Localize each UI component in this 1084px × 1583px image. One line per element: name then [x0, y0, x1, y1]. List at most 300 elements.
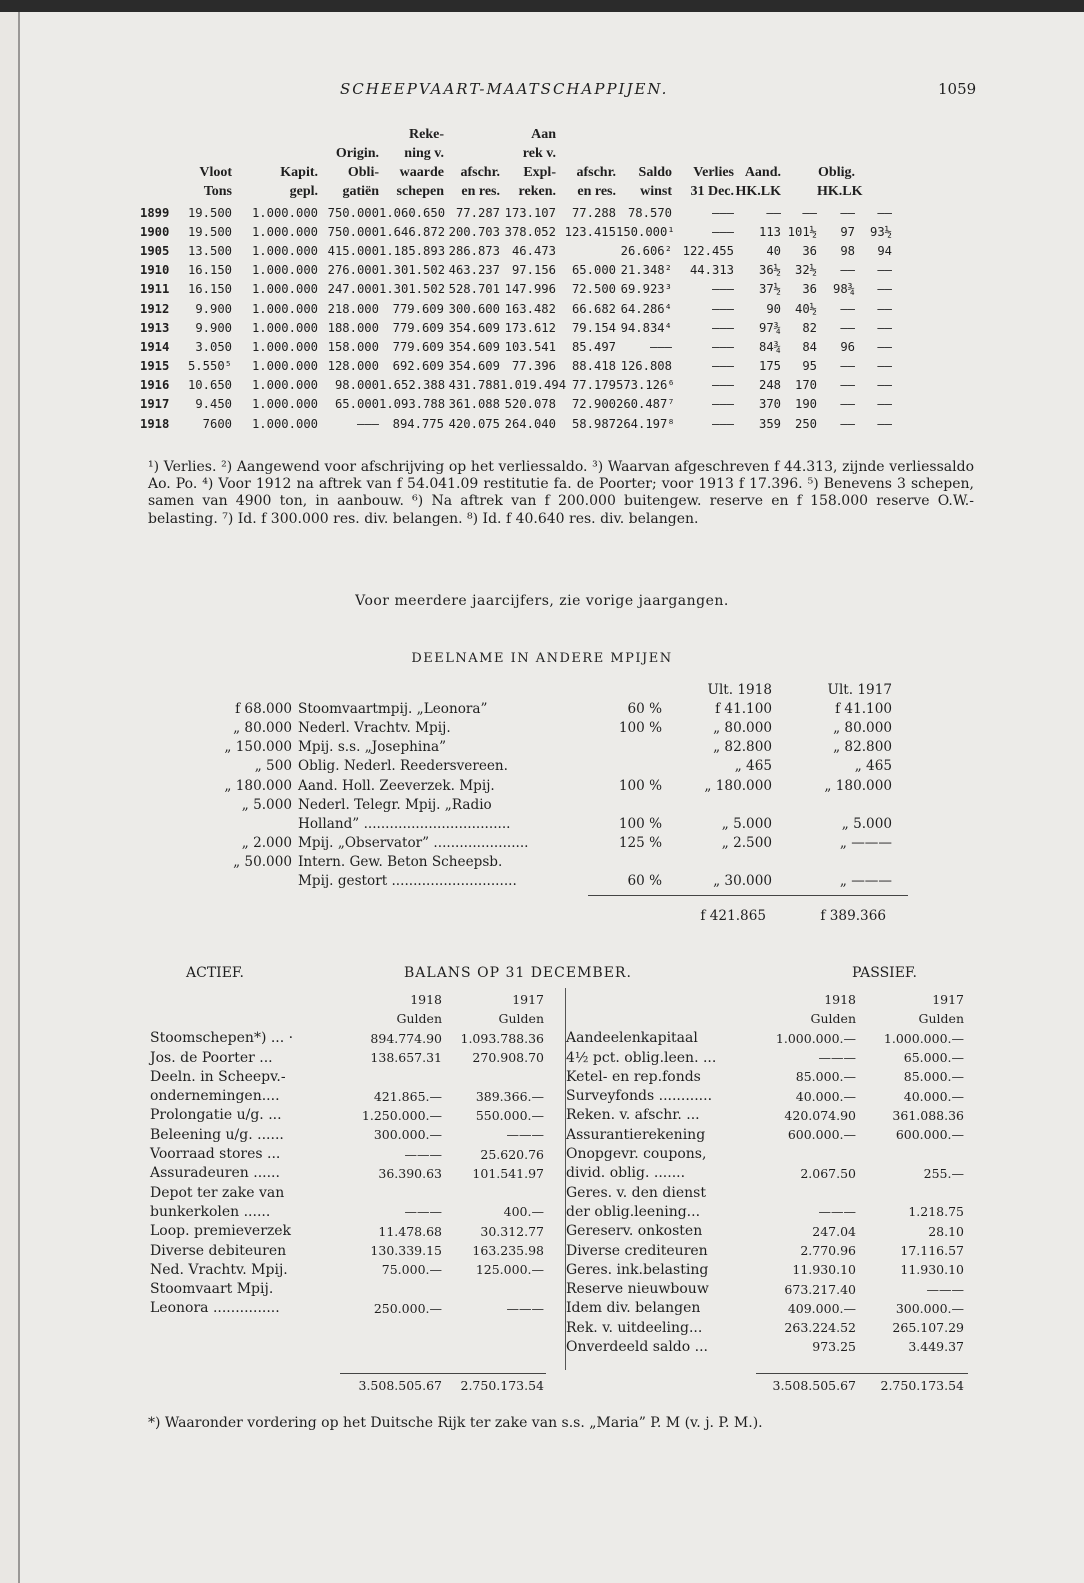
fleet-cell: 77.179: [571, 378, 616, 393]
deelname-row: [196, 853, 916, 872]
fleet-year: 1912: [140, 301, 170, 316]
passief-row: [566, 1260, 968, 1279]
passief-total-1917: 2.750.173.54: [880, 1378, 964, 1394]
balance-item-label: Reken. v. afschr. ...: [566, 1107, 700, 1124]
balance-item-label: divid. oblig. .......: [566, 1165, 686, 1182]
fleet-cell: 528.701: [448, 282, 500, 297]
passief-row: [566, 1222, 968, 1241]
deelname-row: [196, 814, 916, 833]
fleet-cell: 96: [840, 339, 855, 354]
fleet-cell: 98: [840, 243, 855, 258]
balance-item-value: 65.000.—: [903, 1050, 964, 1066]
fleet-cell: 894.775: [392, 416, 444, 431]
balance-item-value: 1.218.75: [908, 1204, 964, 1220]
balance-item-label: Beleening u/g. ......: [150, 1126, 284, 1143]
balance-item-label: Surveyfonds ............: [566, 1088, 713, 1105]
balance-item-label: Gereserv. onkosten: [566, 1223, 703, 1240]
balance-item-value: 2.770.96: [800, 1243, 856, 1258]
fleet-cell: 85.497: [571, 339, 616, 354]
fleet-cell: 72.500: [571, 282, 616, 297]
fleet-row: [140, 280, 970, 299]
balance-item-value: 600.000.—: [787, 1127, 856, 1143]
deelname-cell: „ 30.000: [713, 873, 772, 890]
passief-row: [566, 1106, 968, 1125]
fleet-cell: 82: [802, 320, 817, 335]
balance-item-value: 250.000.—: [373, 1300, 442, 1316]
fleet-cell: 1.000.000: [251, 339, 318, 354]
balance-item-value: ———: [818, 1050, 856, 1066]
balance-footnote: *) Waaronder vordering op het Duitsche Rijk ter zake van s.s. „Maria” P. M (v. j. P. M.).: [148, 1415, 763, 1431]
fleet-cell: 97.156: [511, 263, 556, 278]
fleet-cell: 66.682: [571, 301, 616, 316]
balance-item-value: 600.000.—: [895, 1127, 964, 1143]
deelname-cell: „ ———: [839, 873, 892, 890]
fleet-cell: 40½: [794, 301, 817, 316]
fleet-cell: 78.570: [627, 205, 672, 220]
fleet-row: [140, 395, 970, 414]
fleet-cell: 359: [758, 416, 781, 431]
deelname-cell: „ 82.800: [713, 739, 772, 756]
fleet-row: [140, 299, 970, 318]
fleet-header-cell: winst: [640, 184, 672, 199]
balance-item-value: 1.250.000.—: [361, 1107, 442, 1123]
fleet-cell: 84¾: [758, 339, 781, 354]
fleet-cell: 101½: [787, 224, 817, 239]
fleet-cell: ——: [877, 359, 892, 374]
passief-row: [566, 1183, 968, 1202]
fleet-header-cell: Reke-: [409, 127, 444, 142]
balance-item-label: Prolongatie u/g. ...: [150, 1107, 282, 1124]
fleet-cell: 354.609: [448, 320, 500, 335]
deelname-row: [196, 738, 916, 757]
passief-row: [566, 1337, 968, 1356]
balance-item-value: 125.000.—: [475, 1262, 544, 1278]
actief-row: [150, 1260, 550, 1279]
deelname-cell: Oblig. Nederl. Reedersvereen.: [298, 758, 508, 775]
deelname-title: DEELNAME IN ANDERE MPIJEN: [411, 651, 673, 666]
deelname-cell: f 41.100: [715, 700, 772, 717]
fleet-cell: ———: [356, 416, 379, 431]
fleet-cell: ——: [840, 397, 855, 412]
deelname-cell: 100 %: [618, 815, 662, 832]
balance-item-label: Idem div. belangen: [566, 1300, 701, 1317]
balance-item-value: 263.224.52: [784, 1320, 856, 1336]
page-title: SCHEEPVAART-MAATSCHAPPIJEN.: [340, 80, 669, 98]
page-number: 1059: [938, 80, 977, 98]
balance-item-value: 300.000.—: [373, 1127, 442, 1143]
fleet-header-cell: rek v.: [522, 146, 556, 161]
actief-row: [150, 1125, 550, 1144]
fleet-header-cell: en res.: [461, 184, 500, 199]
fleet-cell: 779.609: [392, 320, 444, 335]
passief-total-1918: 3.508.505.67: [772, 1378, 856, 1394]
fleet-cell: 13.500: [187, 243, 232, 258]
fleet-header-cell: [444, 146, 500, 165]
fleet-header-cell: [174, 127, 232, 146]
balance-item-label: Assuradeuren ......: [150, 1165, 280, 1182]
fleet-cell: ——: [840, 359, 855, 374]
fleet-cell: 173.612: [504, 320, 556, 335]
fleet-cell: 21.348²: [620, 263, 672, 278]
balance-item-label: Jos. de Poorter ...: [150, 1049, 273, 1066]
fleet-cell: 9.900: [195, 320, 232, 335]
deelname-cell: „ 5.000: [841, 815, 892, 832]
deelname-table: [196, 680, 916, 891]
deelname-cell: Holland” ..................................: [298, 815, 511, 832]
fleet-cell: 122.455: [682, 243, 734, 258]
deelname-cell: „ 80.000: [233, 719, 292, 736]
actief-unit-1917: Gulden: [498, 1011, 544, 1027]
balance-item-value: 11.478.68: [378, 1223, 442, 1239]
deelname-total-1917: f 389.366: [820, 907, 886, 924]
balance-item-value: 973.25: [812, 1339, 856, 1355]
deelname-cell: Stoomvaartmpij. „Leonora”: [298, 700, 488, 717]
actief-year-1917: 1917: [512, 992, 544, 1008]
fleet-header-cell: Origin.: [335, 146, 379, 161]
balance-item-value: 3.449.37: [908, 1339, 964, 1355]
fleet-cell: 94.834⁴: [620, 320, 672, 335]
balance-item-value: 389.366.—: [475, 1088, 544, 1104]
actief-row: [150, 1222, 550, 1241]
deelname-cell: „ ———: [839, 835, 892, 852]
balance-item-value: 36.390.63: [378, 1165, 442, 1181]
fleet-header-cell: [140, 165, 174, 184]
fleet-header-cell: HK.LK: [735, 184, 781, 199]
fleet-header-cell: ning v.: [404, 146, 444, 161]
fleet-cell: 36: [802, 282, 817, 297]
fleet-cell: 65.000: [334, 397, 379, 412]
fleet-cell: 250: [794, 416, 817, 431]
fleet-cell: ——: [877, 320, 892, 335]
deelname-cell: „ 180.000: [824, 777, 892, 794]
fleet-cell: 84: [802, 339, 817, 354]
fleet-cell: 1.000.000: [251, 263, 318, 278]
fleet-year: 1918: [140, 416, 170, 431]
fleet-cell: ——: [877, 416, 892, 431]
balance-item-value: 85.000.—: [903, 1069, 964, 1085]
actief-row: [150, 1086, 550, 1105]
fleet-cell: ———: [711, 301, 734, 316]
fleet-cell: 37½: [758, 282, 781, 297]
fleet-cell: 415.000: [327, 243, 379, 258]
passief-sum-line: [756, 1373, 968, 1374]
fleet-cell: 19.500: [187, 224, 232, 239]
deelname-totals: [196, 906, 916, 925]
balance-item-label: Leonora ...............: [150, 1300, 280, 1317]
actief-total-1918: 3.508.505.67: [358, 1378, 442, 1394]
fleet-year: 1913: [140, 320, 170, 335]
fleet-cell: 36½: [758, 263, 781, 278]
balance-item-value: 11.930.10: [792, 1262, 856, 1278]
fleet-cell: ——: [877, 282, 892, 297]
fleet-cell: 98.000: [334, 378, 379, 393]
fleet-cell: 1.652.388: [379, 378, 446, 393]
fleet-cell: 64.286⁴: [620, 301, 672, 316]
deelname-cell: „ 500: [254, 758, 292, 775]
balance-item-value: 28.10: [928, 1223, 964, 1239]
fleet-header-cell: [817, 146, 855, 165]
passief-row: [566, 1241, 968, 1260]
passief-row: [566, 1048, 968, 1067]
fleet-header-cell: Tons: [203, 184, 232, 199]
actief-row: [150, 1067, 550, 1086]
balance-item-label: Aandeelenkapitaal: [566, 1030, 698, 1047]
balance-item-label: Diverse debiteuren: [150, 1242, 287, 1259]
balance-item-value: ———: [404, 1204, 442, 1220]
fleet-cell: 1.000.000: [251, 224, 318, 239]
deelname-col-1918: Ult. 1918: [707, 681, 772, 698]
balance-item-value: 101.541.97: [472, 1165, 544, 1181]
balance-item-value: ———: [818, 1204, 856, 1220]
fleet-cell: 5.550⁵: [187, 359, 232, 374]
fleet-header-cell: [781, 146, 817, 165]
fleet-header-cell: [855, 184, 892, 203]
fleet-cell: 150.000¹: [616, 224, 675, 239]
fleet-cell: 126.808: [620, 359, 672, 374]
fleet-header-cell: [855, 165, 892, 184]
fleet-header-cell: waarde: [399, 165, 444, 180]
balance-item-value: 673.217.40: [784, 1281, 856, 1297]
balance-item-value: 40.000.—: [795, 1088, 856, 1104]
actief-sum-line: [340, 1373, 546, 1374]
fleet-cell: ——: [877, 339, 892, 354]
fleet-row: [140, 318, 970, 337]
fleet-row: [140, 357, 970, 376]
deelname-cell: „ 2.000: [241, 835, 292, 852]
fleet-header-cell: [781, 165, 817, 184]
balance-item-label: ondernemingen....: [150, 1088, 280, 1105]
fleet-cell: ———: [711, 397, 734, 412]
fleet-header-cell: [672, 127, 734, 146]
fleet-year: 1900: [140, 224, 170, 239]
passief-heading: PASSIEF.: [852, 965, 917, 981]
fleet-cell: 94: [877, 243, 892, 258]
fleet-cell: 123.415: [564, 224, 616, 239]
fleet-cell: 26.606²: [620, 243, 672, 258]
passief-row: [566, 1318, 968, 1337]
fleet-cell: ———: [649, 339, 672, 354]
balance-item-value: 11.930.10: [900, 1262, 964, 1278]
actief-row: [150, 1048, 550, 1067]
fleet-header-cell: [672, 146, 734, 165]
balance-item-value: 85.000.—: [795, 1069, 856, 1085]
actief-row: [150, 1164, 550, 1183]
fleet-header-cell: [616, 146, 672, 165]
fleet-cell: 97: [840, 224, 855, 239]
passief-row: [566, 1164, 968, 1183]
balance-item-value: ———: [926, 1281, 964, 1297]
balance-item-value: 30.312.77: [480, 1223, 544, 1239]
balance-item-label: Onverdeeld saldo ...: [566, 1338, 709, 1355]
fleet-cell: 1.000.000: [251, 282, 318, 297]
fleet-cell: 1.000.000: [251, 416, 318, 431]
fleet-cell: 247.000: [327, 282, 379, 297]
fleet-row: [140, 203, 970, 222]
fleet-row: [140, 241, 970, 260]
fleet-header-cell: afschr.: [576, 165, 616, 180]
balance-item-value: 130.339.15: [370, 1243, 442, 1258]
deelname-cell: 60 %: [627, 700, 662, 717]
fleet-cell: 1.093.788: [379, 397, 446, 412]
fleet-cell: 779.609: [392, 339, 444, 354]
deelname-cell: f 68.000: [235, 700, 292, 717]
fleet-cell: 158.000: [327, 339, 379, 354]
actief-row: [150, 1202, 550, 1221]
deelname-total-1918: f 421.865: [700, 907, 766, 924]
fleet-cell: ——: [877, 263, 892, 278]
deelname-row: [196, 699, 916, 718]
passief-unit-1917: Gulden: [918, 1011, 964, 1027]
passief-row: [566, 1202, 968, 1221]
fleet-cell: ———: [711, 359, 734, 374]
fleet-header-cell: 31 Dec.: [690, 184, 734, 199]
deelname-row: [196, 776, 916, 795]
passief-column: [566, 990, 968, 1357]
actief-row: [150, 1279, 550, 1298]
deelname-cell: f 41.100: [835, 700, 892, 717]
fleet-cell: 361.088: [448, 397, 500, 412]
scan-top-border: [0, 0, 1084, 12]
deelname-cell: Nederl. Telegr. Mpij. „Radio: [298, 796, 492, 813]
fleet-cell: ——: [840, 205, 855, 220]
fleet-cell: 7600: [202, 416, 232, 431]
fleet-header-row: [140, 146, 970, 165]
fleet-cell: 264.197⁸: [616, 416, 675, 431]
balance-item-label: Assurantierekening: [566, 1126, 706, 1143]
fleet-cell: 10.650: [187, 378, 232, 393]
fleet-cell: ——: [840, 416, 855, 431]
fleet-header-row: [140, 165, 970, 184]
balance-item-label: Onopgevr. coupons,: [566, 1146, 707, 1163]
actief-heading: ACTIEF.: [186, 965, 244, 981]
fleet-year: 1911: [140, 282, 170, 297]
fleet-year: 1915: [140, 359, 170, 374]
passief-row: [566, 1086, 968, 1105]
fleet-row: [140, 376, 970, 395]
balance-item-value: 247.04: [812, 1223, 856, 1239]
fleet-header-cell: gepl.: [289, 184, 318, 199]
fleet-header-cell: [817, 127, 855, 146]
balance-item-label: Geres. v. den dienst: [566, 1184, 706, 1201]
fleet-cell: 95: [802, 359, 817, 374]
fleet-cell: 16.150: [187, 282, 232, 297]
fleet-header-cell: Aan: [531, 127, 556, 142]
fleet-cell: 72.900: [571, 397, 616, 412]
fleet-cell: 90: [766, 301, 781, 316]
fleet-header-cell: [781, 127, 817, 146]
fleet-cell: 750.000: [327, 205, 379, 220]
balance-item-value: 421.865.—: [373, 1088, 442, 1104]
fleet-row: [140, 261, 970, 280]
balance-item-label: Diverse crediteuren: [566, 1242, 708, 1259]
deelname-cell: „ 465: [734, 758, 772, 775]
fleet-cell: 431.788: [448, 378, 500, 393]
balance-item-value: 75.000.—: [381, 1262, 442, 1278]
fleet-cell: ——: [877, 397, 892, 412]
passief-year-1918: 1918: [824, 992, 856, 1008]
fleet-header-cell: gatiën: [342, 184, 379, 199]
balance-item-value: 270.908.70: [472, 1050, 544, 1066]
fleet-cell: 1.000.000: [251, 243, 318, 258]
deelname-sum-line: [588, 895, 908, 896]
actief-total-1917: 2.750.173.54: [460, 1378, 544, 1394]
actief-row: [150, 1183, 550, 1202]
fleet-header-cell: Expl-: [523, 165, 556, 180]
fleet-cell: 276.000: [327, 263, 379, 278]
fleet-cell: 750.000: [327, 224, 379, 239]
fleet-cell: ——: [877, 205, 892, 220]
fleet-cell: 93½: [869, 224, 892, 239]
fleet-cell: 44.313: [689, 263, 734, 278]
fleet-cell: 1.000.000: [251, 397, 318, 412]
fleet-cell: 97¾: [758, 320, 781, 335]
passief-row: [566, 1067, 968, 1086]
fleet-cell: 420.075: [448, 416, 500, 431]
fleet-cell: 692.609: [392, 359, 444, 374]
fleet-header-cell: [556, 127, 616, 146]
fleet-cell: 77.287: [455, 205, 500, 220]
fleet-cell: 128.000: [327, 359, 379, 374]
fleet-cell: 1.301.502: [379, 282, 446, 297]
fleet-cell: 65.000: [571, 263, 616, 278]
balance-item-value: 420.074.90: [784, 1107, 856, 1123]
balance-item-value: 17.116.57: [900, 1243, 964, 1258]
fleet-cell: 36: [802, 243, 817, 258]
balance-item-label: Voorraad stores ...: [150, 1146, 281, 1163]
fleet-year: 1916: [140, 378, 170, 393]
deelname-cell: „ 80.000: [833, 719, 892, 736]
deelname-cell: „ 80.000: [713, 719, 772, 736]
passief-row: [566, 1029, 968, 1048]
fleet-header-cell: [781, 184, 817, 203]
deelname-row: [196, 757, 916, 776]
fleet-cell: 264.040: [504, 416, 556, 431]
balance-item-label: Stoomschepen*) ... ·: [150, 1030, 294, 1047]
deelname-col-1917: Ult. 1917: [827, 681, 892, 698]
fleet-header-cell: [556, 146, 616, 165]
fleet-cell: 3.050: [195, 339, 232, 354]
fleet-cell: 190: [794, 397, 817, 412]
actief-row: [150, 1241, 550, 1260]
fleet-cell: ——: [802, 205, 817, 220]
fleet-cell: 163.482: [504, 301, 556, 316]
balance-item-value: 894.774.90: [370, 1030, 442, 1046]
balance-item-value: 1.093.788.36: [460, 1030, 544, 1046]
balance-item-value: 1.000.000.—: [883, 1030, 964, 1046]
balance-item-value: 550.000.—: [475, 1107, 544, 1123]
actief-totals: [150, 1376, 550, 1395]
deelname-cell: Mpij. gestort .............................: [298, 873, 517, 890]
passief-row: [566, 1144, 968, 1163]
fleet-cell: 9.450: [195, 397, 232, 412]
fleet-cell: 188.000: [327, 320, 379, 335]
fleet-cell: ——: [840, 320, 855, 335]
deelname-row: [196, 872, 916, 891]
fleet-cell: 103.541: [504, 339, 556, 354]
fleet-header-cell: Obli-: [347, 165, 379, 180]
fleet-header-row: [140, 184, 970, 203]
fleet-cell: ——: [766, 205, 781, 220]
fleet-cell: ———: [711, 320, 734, 335]
deelname-cell: Mpij. „Observator” ......................: [298, 835, 529, 852]
vorige-jaargangen-note: Voor meerdere jaarcijfers, zie vorige jaargangen.: [355, 593, 729, 609]
fleet-header-cell: afschr.: [460, 165, 500, 180]
fleet-cell: 1.000.000: [251, 320, 318, 335]
fleet-cell: ———: [711, 339, 734, 354]
deelname-cell: „ 5.000: [721, 815, 772, 832]
fleet-header-cell: en res.: [577, 184, 616, 199]
fleet-cell: 1.000.000: [251, 378, 318, 393]
